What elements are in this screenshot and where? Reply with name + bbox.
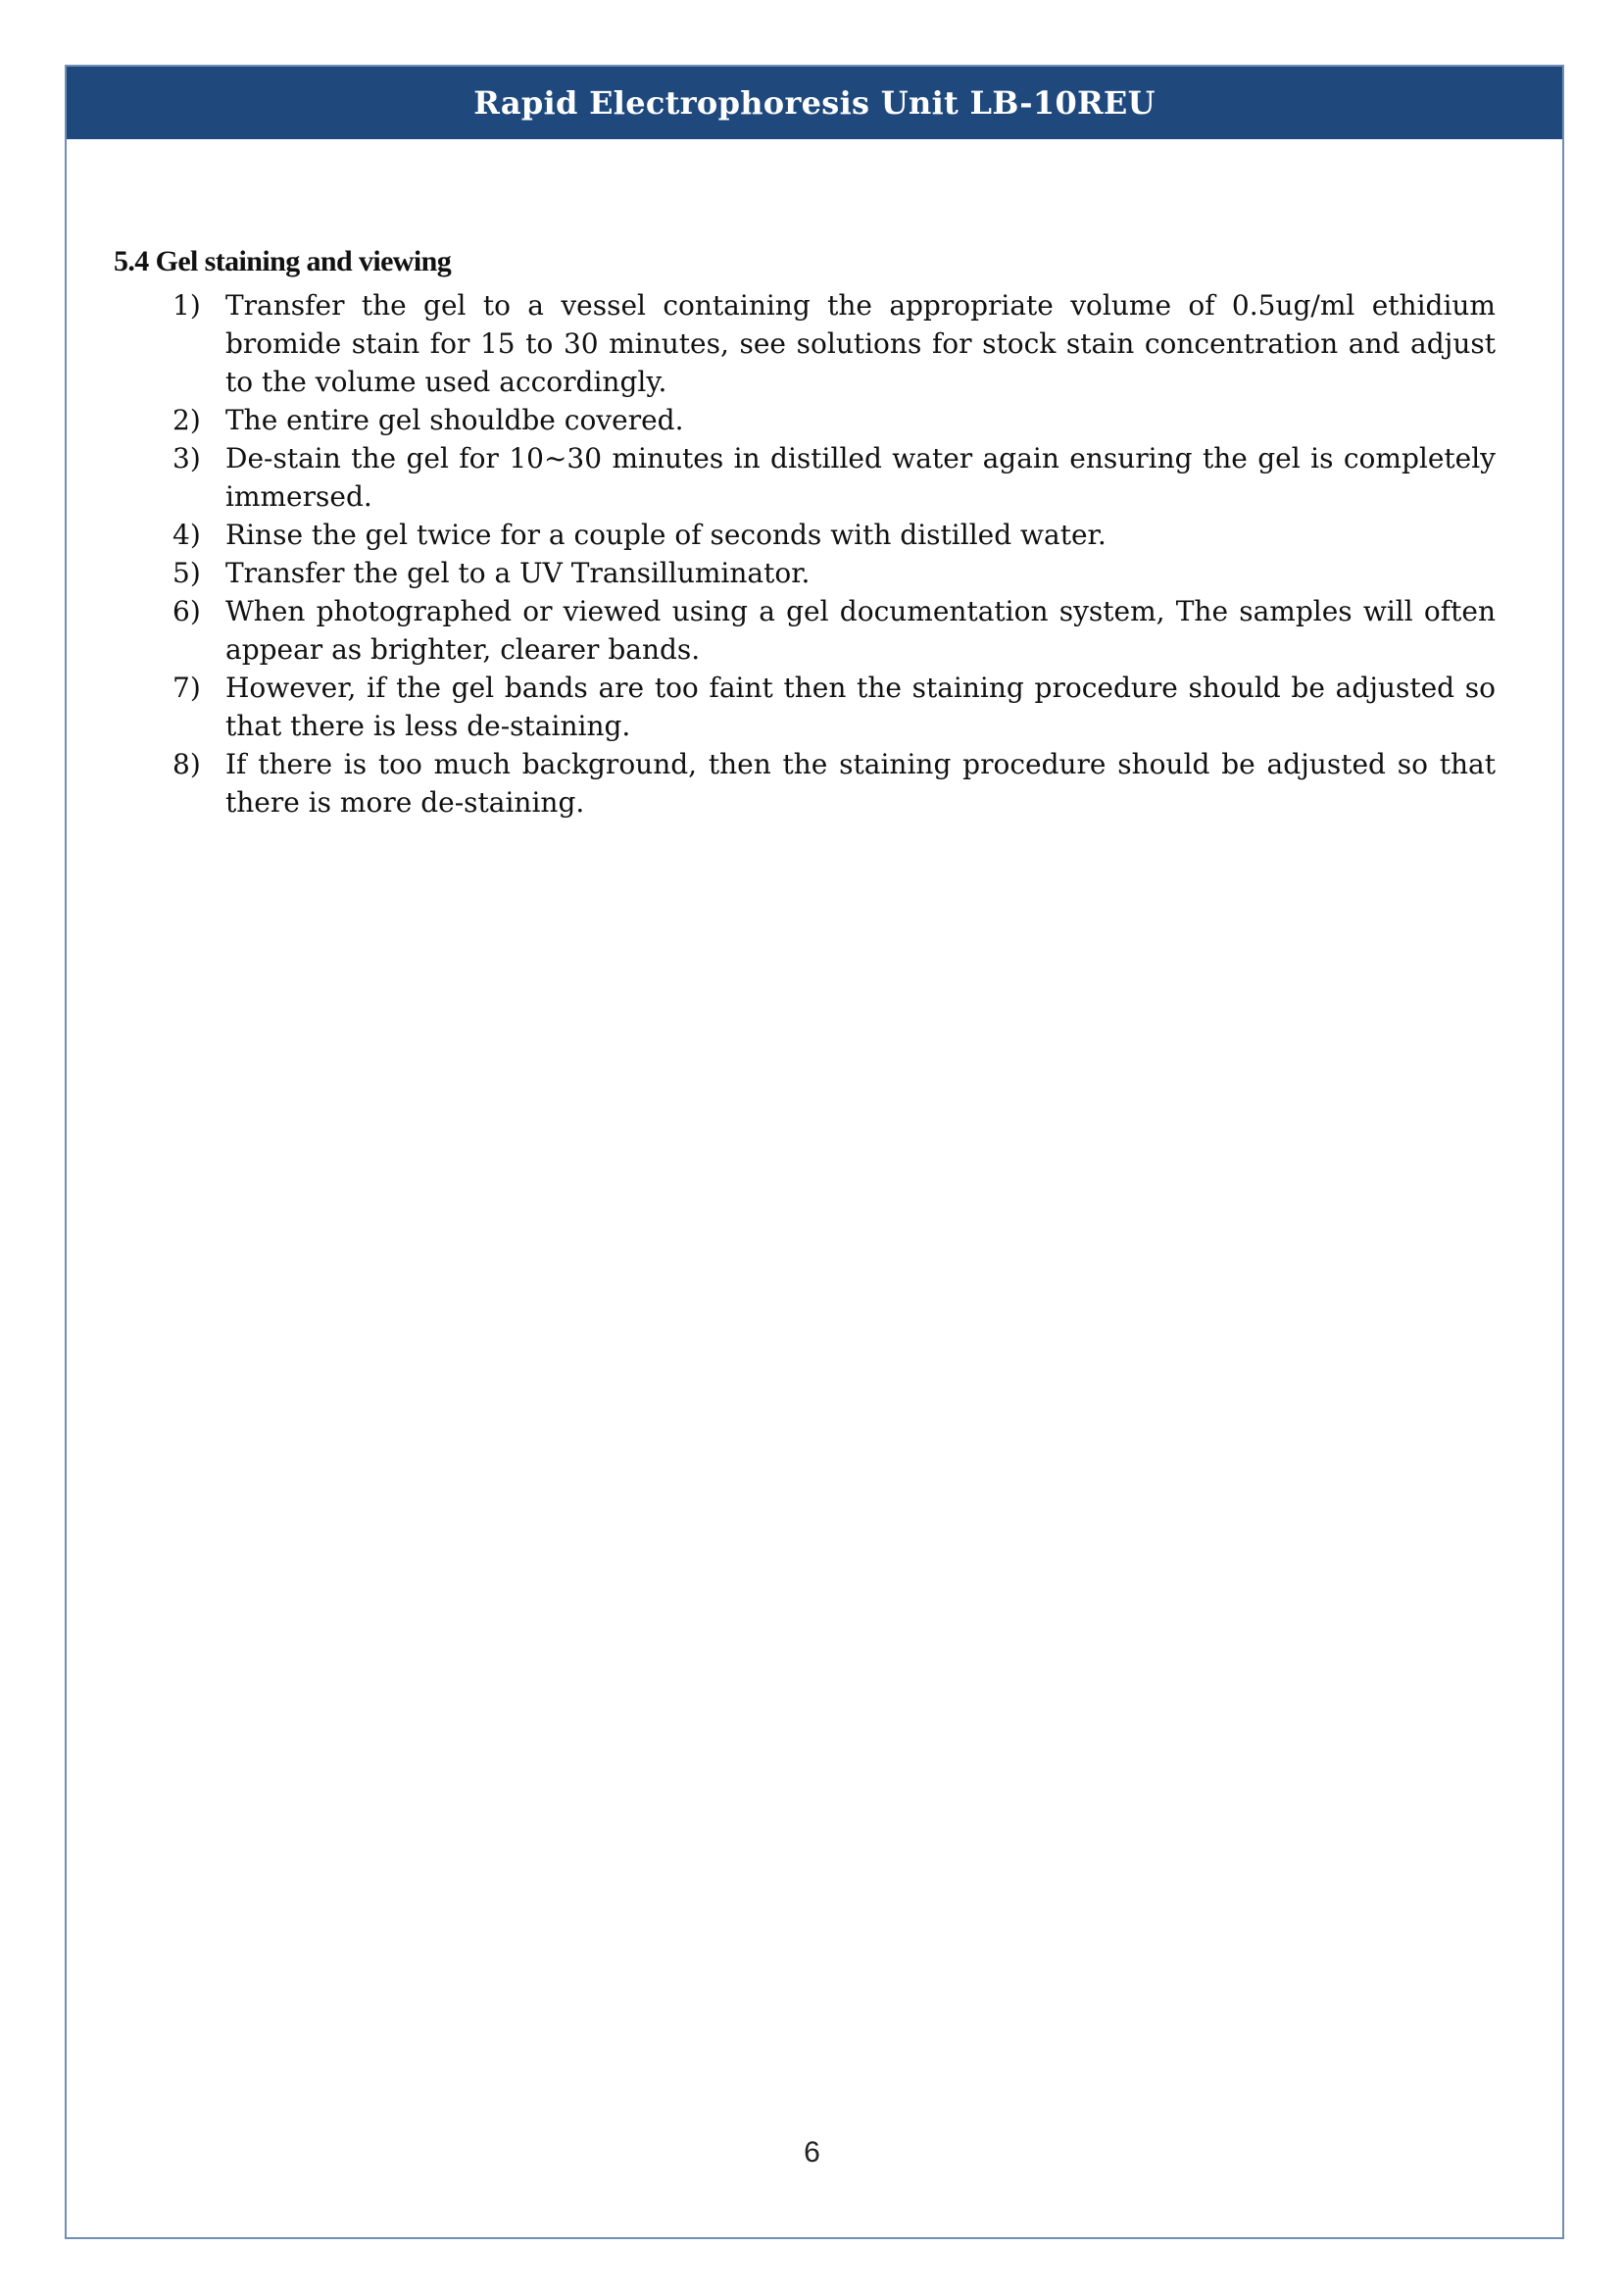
main-content <box>114 243 1496 822</box>
list-item <box>114 745 1496 822</box>
step-text: Transfer the gel to a UV Transilluminator. <box>225 557 811 589</box>
step-text: Rinse the gel twice for a couple of seconds with distilled water. <box>225 519 1107 551</box>
step-number: 5) <box>172 557 201 589</box>
list-item <box>114 669 1496 745</box>
step-number: 2) <box>172 404 201 436</box>
step-list <box>114 286 1496 822</box>
step-text: Transfer the gel to a vessel containing the appropriate volume of 0.5ug/ml ethidium bromide stain for 15 to 30 minutes, see solutions for stock stain concentration and adjust to the volume used accordingly. <box>225 289 1496 398</box>
list-item <box>114 592 1496 669</box>
step-number: 4) <box>172 519 201 551</box>
step-number: 8) <box>172 748 201 780</box>
list-item <box>114 439 1496 516</box>
step-text: The entire gel shouldbe covered. <box>225 404 684 436</box>
list-item <box>114 516 1496 554</box>
page-number: 6 <box>804 2136 820 2169</box>
document-title: Rapid Electrophoresis Unit LB-10REU <box>473 84 1156 122</box>
list-item <box>114 401 1496 439</box>
header-bar <box>67 67 1562 139</box>
step-text: If there is too much background, then the staining procedure should be adjusted so that there is more de-staining. <box>225 748 1496 819</box>
step-number: 6) <box>172 595 201 627</box>
step-text: When photographed or viewed using a gel documentation system, The samples will often appear as brighter, clearer bands. <box>225 595 1496 666</box>
list-item <box>114 286 1496 401</box>
section-heading: 5.4 Gel staining and viewing <box>114 245 452 277</box>
list-item <box>114 554 1496 592</box>
step-number: 1) <box>172 289 201 322</box>
step-number: 7) <box>172 672 201 704</box>
step-text: De-stain the gel for 10~30 minutes in distilled water again ensuring the gel is completely immersed. <box>225 442 1496 513</box>
step-number: 3) <box>172 442 201 474</box>
step-text: However, if the gel bands are too faint then the staining procedure should be adjusted so that there is less de-staining. <box>225 672 1496 742</box>
